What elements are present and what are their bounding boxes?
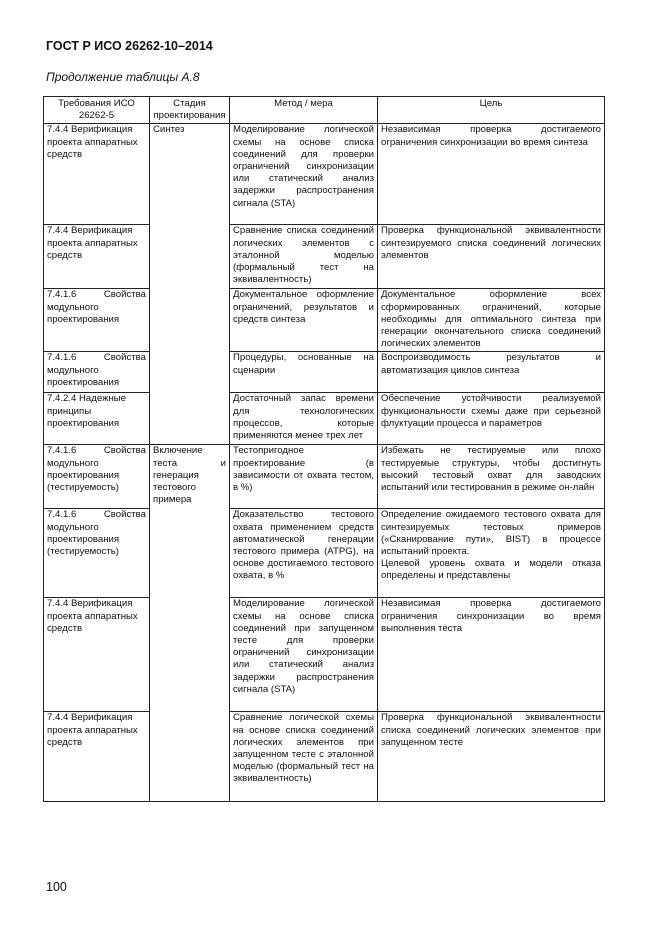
stage-cell: [150, 712, 230, 802]
table-row: [44, 393, 605, 445]
table-row: [44, 509, 605, 598]
table-header-row: [44, 97, 605, 124]
table-row: [44, 445, 605, 509]
goal-cell: Обеспечение устойчивости реализуемой функциональности схемы даже при серьезной флуктуации процесса и параметров: [378, 393, 605, 445]
goal-cell: Независимая проверка достигаемого ограничения синхронизации во время выполнения теста: [378, 598, 605, 712]
page-number: 100: [46, 880, 67, 894]
goal-cell: Проверка функциональной эквивалентности списка соединений логических элементов при запущенном тесте: [378, 712, 605, 802]
method-cell: Сравнение списка соединений логических элементов с эталонной моделью (формальный тест на эквивалентность): [230, 225, 378, 289]
requirement-cell: 7.4.1.6 Свойства модульного проектирования: [44, 352, 150, 393]
method-cell: Доказательство тестового охвата применением средств автоматической генерации тестового примера (ATPG), на основе достигаемого тестового охвата, в %: [230, 509, 378, 598]
goal-cell: Воспроизводимость результатов и автоматизация циклов синтеза: [378, 352, 605, 393]
table-row: [44, 124, 605, 225]
method-cell: Документальное оформление ограничений, результатов и средств синтеза: [230, 289, 378, 352]
column-header: Метод / мера: [230, 97, 378, 124]
method-cell: Достаточный запас времени для технологических процессов, которые применяются менее трех лет: [230, 393, 378, 445]
goal-cell: [378, 509, 605, 598]
stage-cell: [150, 225, 230, 289]
requirement-cell: 7.4.4 Верификация проекта аппаратных средств: [44, 598, 150, 712]
stage-cell: [150, 289, 230, 352]
column-header: Требования ИСО 26262-5: [44, 97, 150, 124]
goal-cell: Независимая проверка достигаемого ограничения синхронизации во время синтеза: [378, 124, 605, 225]
requirement-cell: 7.4.1.6 Свойства модульного проектирования (тестируемость): [44, 445, 150, 509]
goal-paragraph: Определение ожидаемого тестового охвата для синтезируемых тестовых примеров («Сканирование пути», BIST) в процессе испытаний проекта.: [381, 509, 601, 558]
table-row: [44, 289, 605, 352]
stage-cell: [150, 352, 230, 393]
requirement-cell: 7.4.2.4 Надежные принципы проектирования: [44, 393, 150, 445]
method-cell: Процедуры, основанные на сценарии: [230, 352, 378, 393]
goal-cell: Документальное оформление всех сформированных ограничений, которые необходимы для оптимального синтеза при генерации окончательного списка соединений логических элементов: [378, 289, 605, 352]
method-cell: Сравнение логической схемы на основе списка соединений логических элементов при запущенном тесте с эталонной моделью (формальный тест на эквивалентность): [230, 712, 378, 802]
stage-cell: Синтез: [150, 124, 230, 225]
table-row: [44, 598, 605, 712]
table-row: [44, 225, 605, 289]
requirement-cell: 7.4.4 Верификация проекта аппаратных средств: [44, 124, 150, 225]
requirements-table: [43, 96, 605, 802]
table-row: [44, 712, 605, 802]
document-header: ГОСТ Р ИСО 26262-10–2014: [46, 39, 213, 53]
goal-cell: Избежать не тестируемые или плохо тестируемые структуры, чтобы достигнуть высокий тестовый охват для заводских испытаний или тестирования в режиме он-лайн: [378, 445, 605, 509]
goal-cell: Проверка функциональной эквивалентности синтезируемого списка соединений логических элементов: [378, 225, 605, 289]
column-header: Стадия проектирования: [150, 97, 230, 124]
method-cell: Моделирование логической схемы на основе списка соединений при запущенном тесте для проверки ограничений синхронизации или статический анализ задержки распространения сигнала (STA): [230, 598, 378, 712]
table-row: [44, 352, 605, 393]
method-cell: Тестопригодное проектирование (в зависимости от охвата тестом, в %): [230, 445, 378, 509]
requirement-cell: 7.4.1.6 Свойства модульного проектирования (тестируемость): [44, 509, 150, 598]
stage-cell: [150, 598, 230, 712]
table-caption: Продолжение таблицы А.8: [46, 70, 200, 84]
stage-cell: Включение теста и генерация тестового примера: [150, 445, 230, 509]
goal-paragraph: Целевой уровень охвата и модели отказа определены и представлены: [381, 558, 601, 582]
method-cell: Моделирование логической схемы на основе списка соединений для проверки ограничений синхронизации или статический анализ задержки распространения сигнала (STA): [230, 124, 378, 225]
requirement-cell: 7.4.1.6 Свойства модульного проектирования: [44, 289, 150, 352]
requirement-cell: 7.4.4 Верификация проекта аппаратных средств: [44, 712, 150, 802]
requirement-cell: 7.4.4 Верификация проекта аппаратных средств: [44, 225, 150, 289]
stage-cell: [150, 393, 230, 445]
stage-cell: [150, 509, 230, 598]
column-header: Цель: [378, 97, 605, 124]
